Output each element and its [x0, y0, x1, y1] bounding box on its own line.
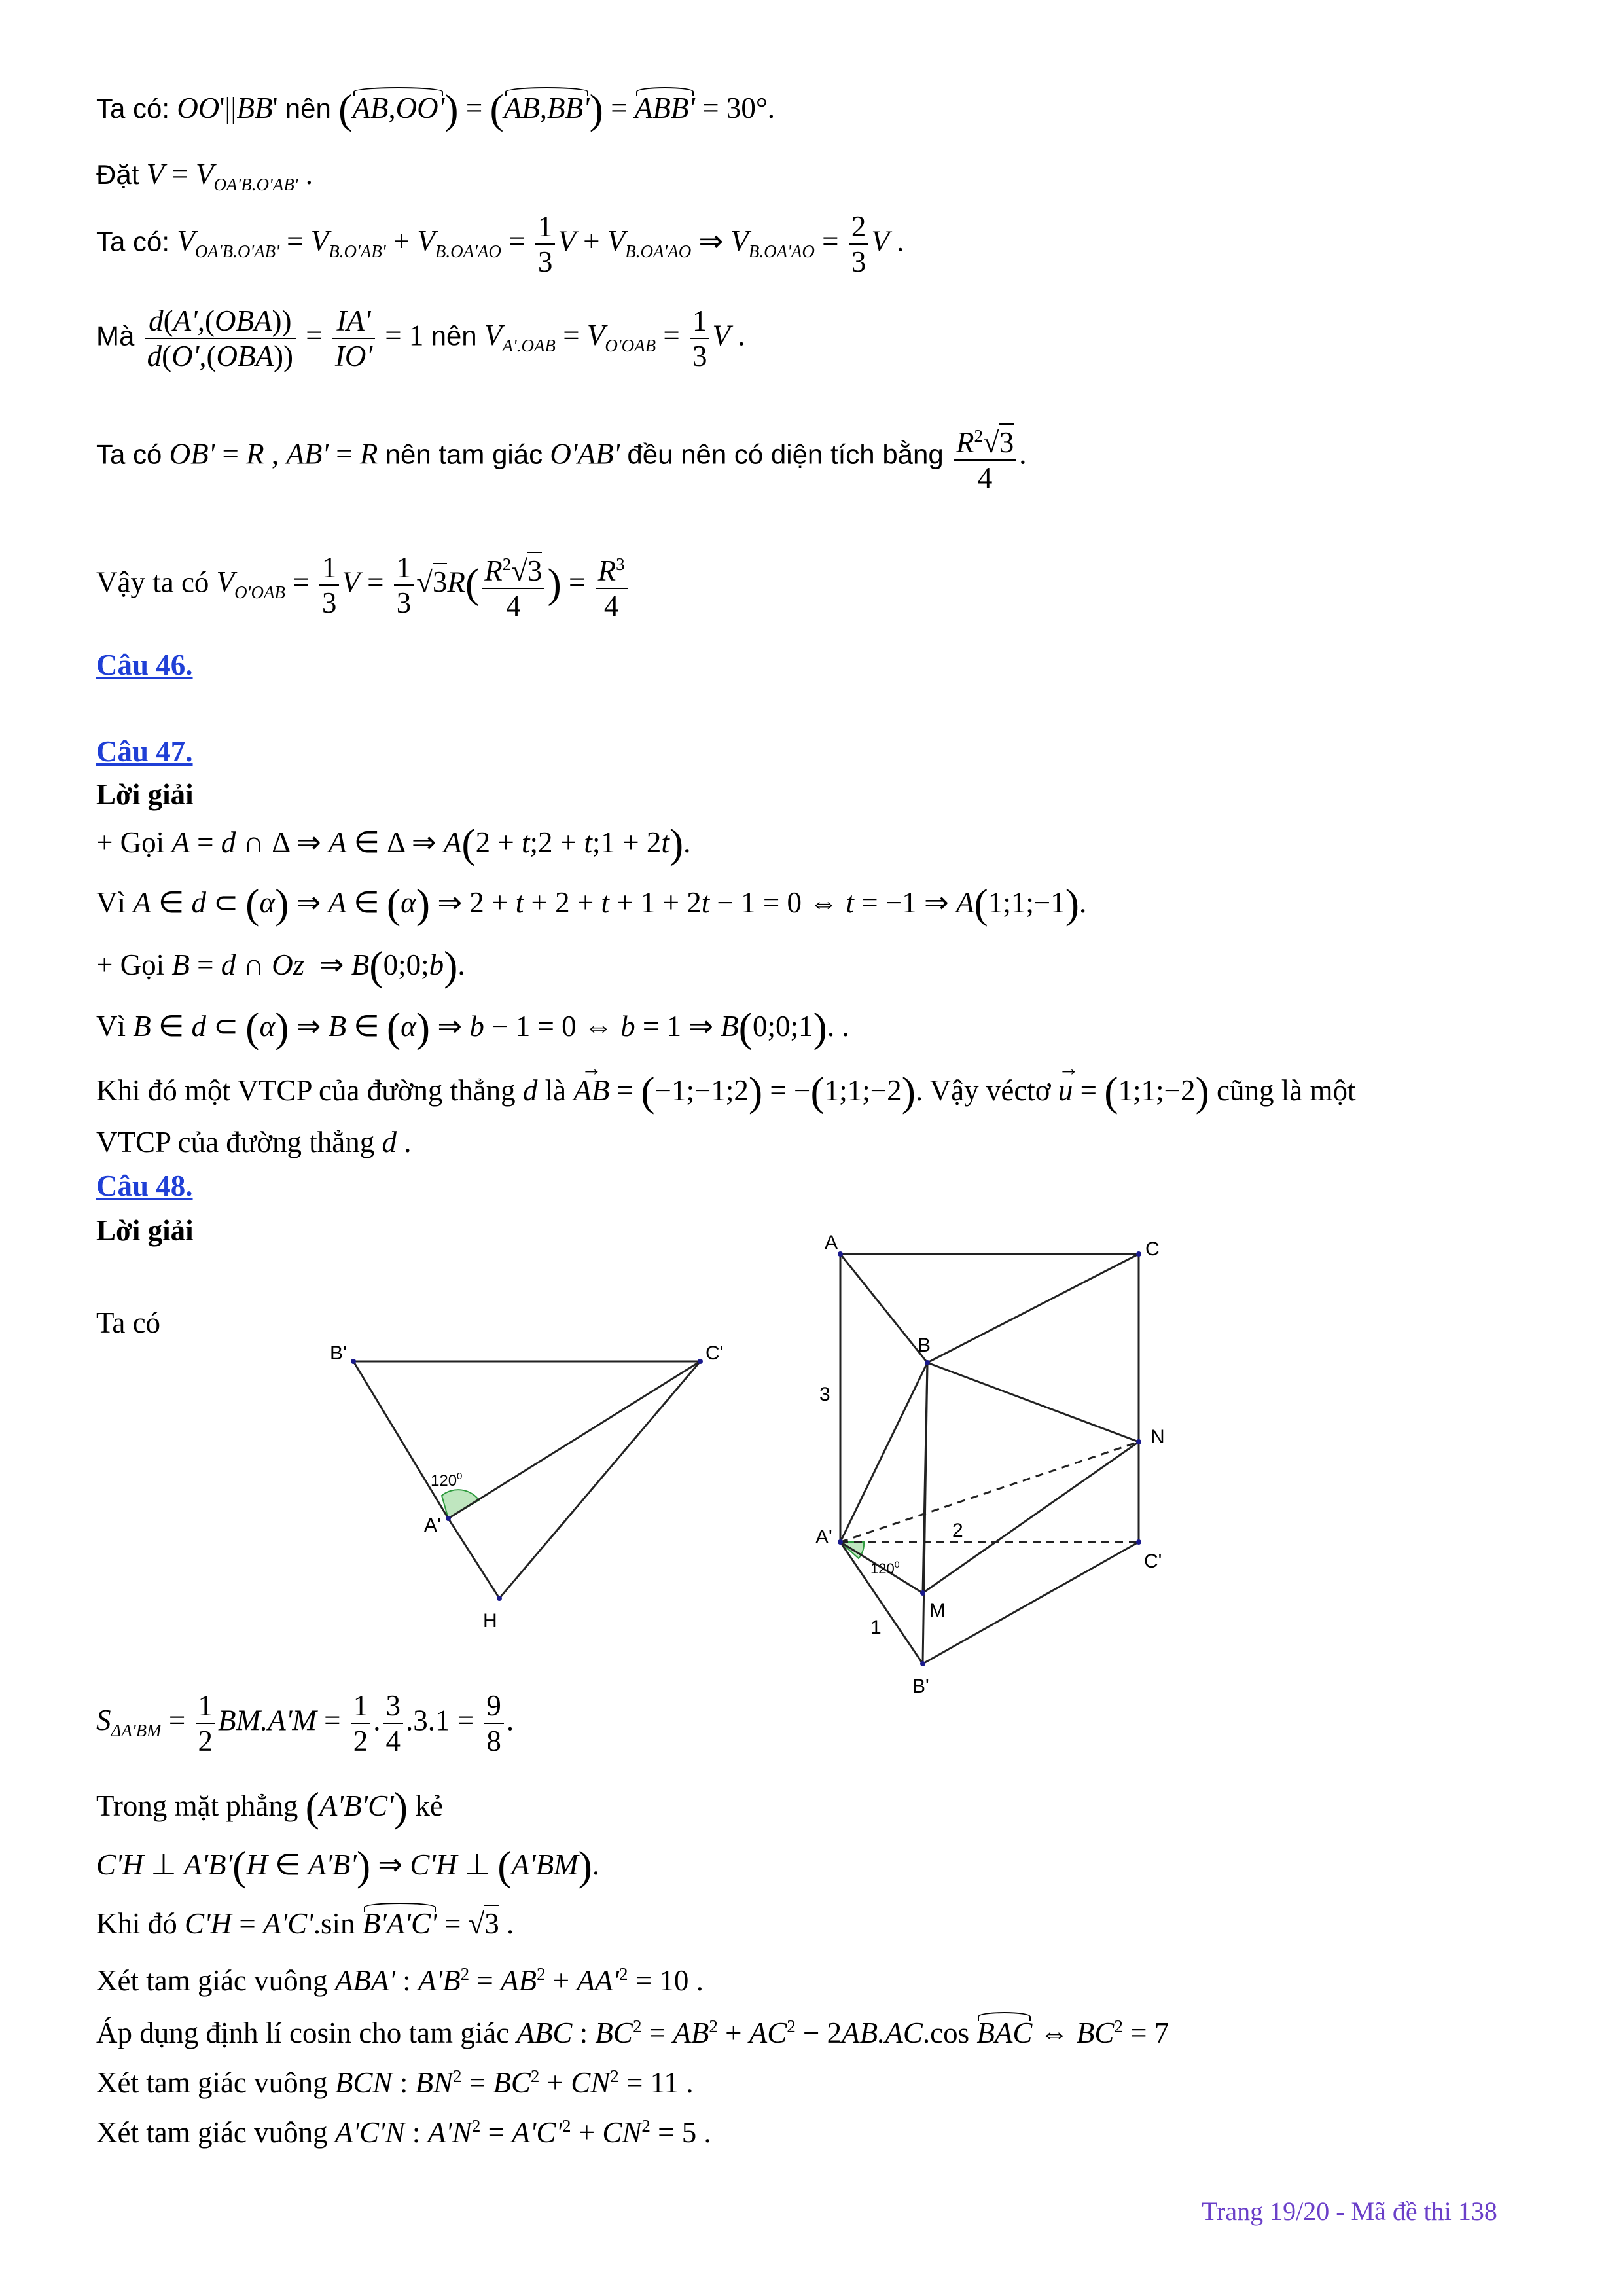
svg-text:1200: [431, 1471, 462, 1490]
angle-degree: 0: [457, 1471, 463, 1482]
q47-line-5: Khi đó một VTCP của đường thẳng d là → AB = (−1;−1;2) = −(1;1;−2). Vậy véctơ → u = (1;1;−2) cũng là một: [96, 1072, 1355, 1110]
q47-line-2: Vì A ∈ d ⊂ (α) ⇒ A ∈ (α) ⇒ 2 + t + 2 + t + 1 + 2t − 1 = 0 ⇔ t = −1 ⇒ A(1;1;−1).: [96, 880, 1087, 927]
q48-ch-value: Khi đó C'H = A'C'.sin B'A'C' = √3 .: [96, 1905, 514, 1942]
q48-plane: Trong mặt phẳng (A'B'C') kẻ: [96, 1784, 443, 1830]
length-3: 3: [819, 1384, 830, 1405]
q48-a-prime-n: Xét tam giác vuông A'C'N : $A'N^2 = A'C'^2 + CN^2 = 5$ .: [96, 2116, 711, 2149]
q47-line-6: VTCP của đường thẳng d .: [96, 1126, 412, 1158]
angle-value: 120: [431, 1472, 457, 1490]
length-1: 1: [870, 1617, 882, 1638]
label-a-prime: A': [424, 1515, 441, 1536]
label-b-prime: B': [330, 1342, 347, 1364]
label-a-prime: A': [815, 1526, 832, 1548]
length-2: 2: [952, 1520, 963, 1541]
question-46[interactable]: Câu 46.: [96, 649, 193, 681]
label-c-prime: C': [1144, 1551, 1162, 1572]
svg-text:1200: [870, 1559, 900, 1577]
line-distance-ratio: Mà d(A',(OBA)) d(O',(OBA)) = $\frac{IA'}{IO'}$ = 1 nên $V_{A'.OAB} = V_{O'OAB}$ = $\frac{1}{3}$ V .: [96, 304, 745, 372]
figure-triangle-left: [314, 1335, 759, 1636]
line-dat-v: Đặt $V = V_{OA'B.O'AB'}$ .: [96, 158, 313, 194]
q48-bn: Xét tam giác vuông BCN : $BN^2 = BC^2 + CN^2 = 11$ .: [96, 2066, 694, 2099]
q48-area: $S_{\Delta A'BM}$ = $\frac{1}{2}$ BM.A'M = $\frac{1}{2}$ . $\frac{3}{4}$ .3.1 = $\frac{9}{8}$ .: [96, 1689, 514, 1757]
line-result-volume: Vậy ta có $V_{O'OAB}$ = $\frac{1}{3}$ V = $\frac{1}{3}$ √3R( $\frac{R^2√3}{4}$ ) = $\frac{R^3}{4}$: [96, 547, 630, 623]
label-a: A: [825, 1232, 838, 1253]
angle-degree: 0: [894, 1559, 900, 1570]
label-c-prime: C': [705, 1342, 724, 1364]
q48-a-prime-b: Xét tam giác vuông ABA' : $A'B^2 = AB^2 + AA'^2 = 10$ .: [96, 1964, 704, 1997]
q47-line-4: Vì B ∈ d ⊂ (α) ⇒ B ∈ (α) ⇒ b − 1 = 0 ⇔ b = 1 ⇒ B(0;0;1). .: [96, 1004, 849, 1050]
figure-prism-right: [805, 1217, 1217, 1702]
line-oo-parallel: Ta có: OO'||BB' nên (AB,OO') = (AB,BB') = ABB' = 30°.: [96, 86, 776, 132]
q48-solution-heading: Lời giải: [96, 1214, 194, 1247]
label-c: C: [1145, 1238, 1160, 1260]
label-b: B: [918, 1335, 931, 1356]
q47-line-3: + Gọi B = d ∩ Oz ⇒ B(0;0;b).: [96, 942, 465, 989]
q48-ta-co: Ta có: [96, 1306, 161, 1339]
line-equilateral: Ta có OB' = R , AB' = R nên tam giác O'AB' đều nên có diện tích bằng $\frac{R^2√3}{4}$ .: [96, 419, 1026, 495]
angle-marker: [442, 1490, 479, 1518]
label-n: N: [1150, 1426, 1165, 1448]
q48-perpendicular: C'H ⊥ A'B'(H ∈ A'B') ⇒ C'H ⊥ (A'BM).: [96, 1842, 600, 1889]
page-footer: Trang 19/20 - Mã đề thi 138: [1202, 2197, 1497, 2226]
q47-line-1: + Gọi A = d ∩ Δ ⇒ A ∈ Δ ⇒ A(2 + t;2 + t;1 + 2t).: [96, 820, 691, 867]
label-h: H: [483, 1610, 497, 1632]
q48-cosine-law: Áp dụng định lí cosin cho tam giác ABC : $BC^2 = AB^2 + AC^2 - 2AB.AC.\cos$ BAC ⇔ $BC^2 = 7$: [96, 2008, 1169, 2051]
label-m: M: [929, 1600, 946, 1621]
question-47[interactable]: Câu 47.: [96, 735, 193, 768]
label-b-prime: B': [912, 1676, 929, 1697]
line-volume-split: Ta có: $V_{OA'B.O'AB'} = V_{B.O'AB'} + V_{B.OA'AO}$ = $\frac{1}{3}$ $V + V_{B.OA'AO}$ ⇒ $V_{B.OA'AO}$ = $\frac{2}{3}$ V .: [96, 210, 904, 278]
angle-value: 120: [870, 1560, 895, 1577]
question-48[interactable]: Câu 48.: [96, 1170, 193, 1202]
q47-solution-heading: Lời giải: [96, 778, 194, 811]
